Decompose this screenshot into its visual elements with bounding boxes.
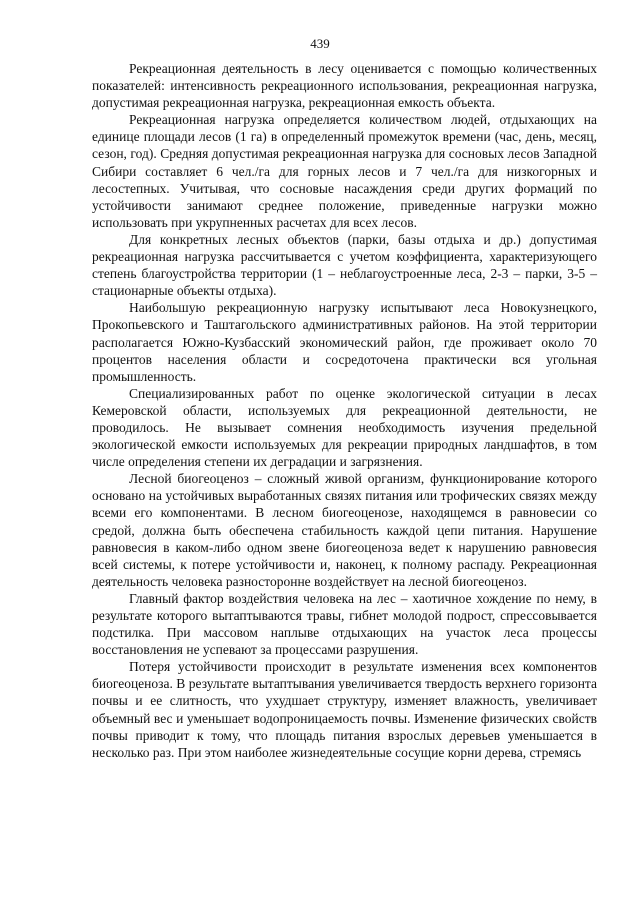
paragraph-recreation-activity: Рекреационная деятельность в лесу оценивается с помощью количественных показателей: интенсивность рекреационного использования, рекреационная нагрузка, допустимая рекреационная нагрузка, рекреационная емкость объекта. xyxy=(92,61,597,111)
paragraph-specialized-work: Специализированных работ по оценке экологической ситуации в лесах Кемеровской области, используемых для рекреационной деятельности, не проводилось. Не вызывает сомнения необходимость изучения предельной экологической емкости используемых для рекреации природных ландшафтов, в том числе определения степени их деградации и загрязнения. xyxy=(92,385,597,470)
paragraph-loss-of-stability: Потеря устойчивости происходит в результате изменения всех компонентов биогеоценоза. В результате вытаптывания увеличивается твердость верхнего горизонта почвы и ее слитность, что ухудшает структуру, изменяет влажность, увеличивает объемный вес и уменьшает водопроницаемость почвы. Изменение физических свойств почвы приводит к тому, что площадь питания взрослых деревьев уменьшается в несколько раз. При этом наиболее жизнедеятельные сосущие корни дерева, стремясь xyxy=(92,659,597,760)
page-number: 439 xyxy=(310,36,330,51)
body-text xyxy=(92,60,597,761)
paragraph-recreation-load: Рекреационная нагрузка определяется количеством людей, отдыхающих на единице площади лесов (1 га) в определенный промежуток времени (час, день, месяц, сезон, год). Средняя допустимая рекреационная нагрузка для сосновых лесов Западной Сибири составляет 6 чел./га для горных лесов и 7 чел./га для низкогорных и лесостепных. Учитывая, что сосновые насаждения среди других формаций по устойчивости занимают среднее положение, приведенные нагрузки можно использовать при укрупненных расчетах для всех лесов. xyxy=(92,112,597,230)
paragraph-forest-biogeocenosis: Лесной биогеоценоз – сложный живой организм, функционирование которого основано на устойчивых выработанных связях питания или трофических связях между всеми его компонентами. В лесном биогеоценозе, находящемся в равновесии со средой, должна быть обеспечена стабильность каждой цепи питания. Нарушение равновесия в каком-либо одном звене биогеоценоза ведет к нарушению равновесия всей системы, к потере устойчивости и, наконец, к полному распаду. Рекреационная деятельность человека разносторонне воздействует на лесной биогеоценоз. xyxy=(92,471,597,589)
paragraph-main-factor: Главный фактор воздействия человека на лес – хаотичное хождение по нему, в результате которого вытаптываются травы, гибнет молодой подрост, спрессовывается подстилка. При массовом наплыве отдыхающих на участок леса процессы восстановления не успевают за процессами разрушения. xyxy=(92,590,597,658)
paragraph-specific-objects: Для конкретных лесных объектов (парки, базы отдыха и др.) допустимая рекреационная нагрузка рассчитывается с учетом коэффициента, характеризующего степень благоустройства территории (1 – неблагоустроенные леса, 2-3 – парки, 3-5 – стационарные объекты отдыха). xyxy=(92,231,597,299)
paragraph-greatest-load: Наибольшую рекреационную нагрузку испытывают леса Новокузнецкого, Прокопьевского и Таштагольского административных районов. На этой территории располагается Южно-Кузбасский экономический район, где проживает около 70 процентов населения области и сосредоточена практически вся угольная промышленность. xyxy=(92,300,597,384)
